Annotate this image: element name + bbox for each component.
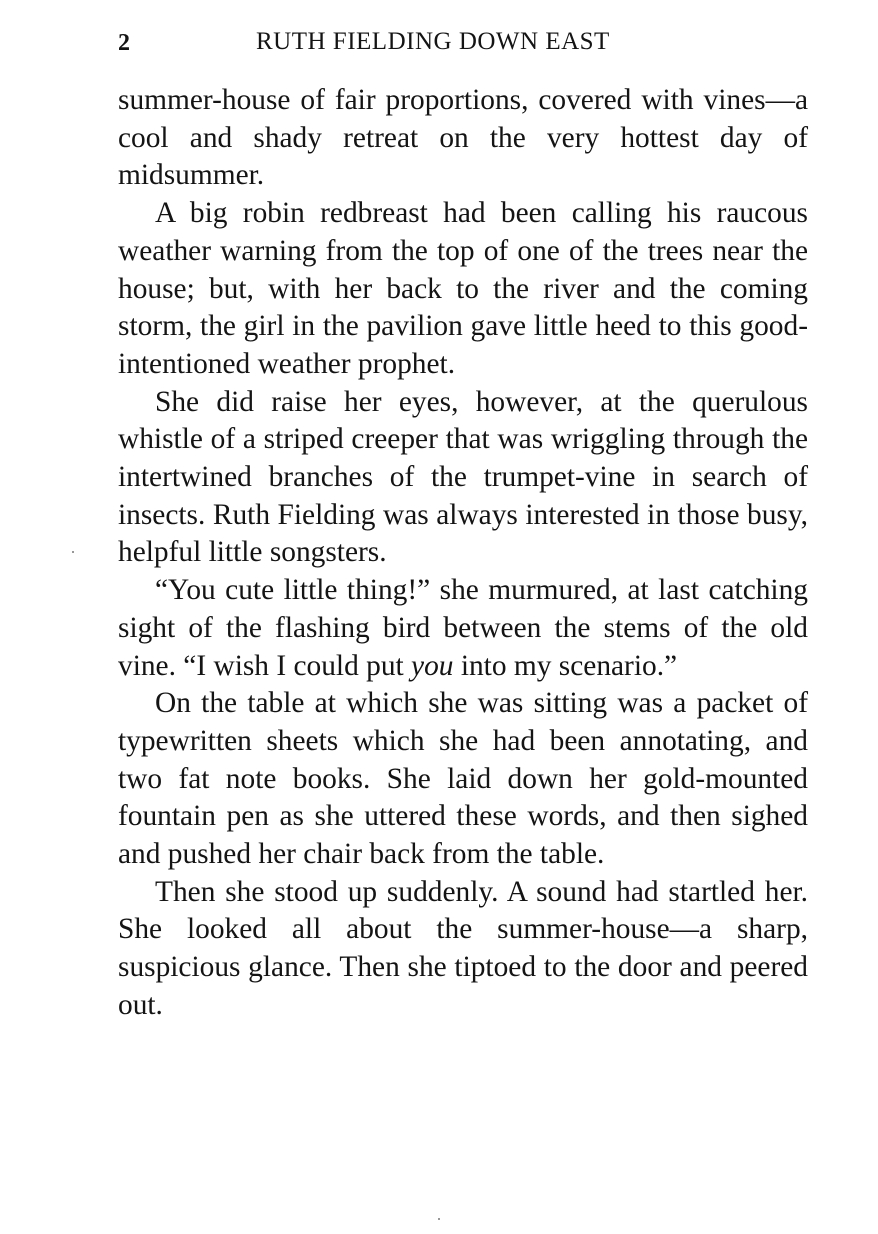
paragraph: A big robin redbreast had been calling his raucous weather warning from the top of one of the trees near the house; but, with her back to the river and the coming storm, the girl in the pavilion gave little heed to this good-intentioned weather prophet. — [118, 197, 808, 380]
paragraph-text: into my scenario.” — [453, 649, 678, 682]
paragraph: Then she stood up suddenly. A sound had startled her. She looked all about the summer-house—a sharp, suspicious glance. Then she tiptoed to the door and peered out. — [118, 875, 808, 1021]
paragraph — [118, 572, 808, 685]
paragraph: summer-house of fair proportions, covered with vines—a cool and shady retreat on the very hottest day of midsummer. — [118, 84, 808, 192]
running-head — [116, 28, 810, 60]
emphasized-word: you — [411, 649, 454, 682]
paragraph: She did raise her eyes, however, at the querulous whistle of a striped creeper that was wriggling through the intertwined branches of the trumpet-vine in search of insects. Ruth Fielding was always interested in those busy, helpful little songsters. — [118, 385, 808, 569]
paragraph-text: “You cute little thing!” she murmured, at last catching sight of the flashing bird between the stems of the old vine. “I wish I could put — [118, 574, 808, 682]
book-title: RUTH FIELDING DOWN EAST — [256, 28, 610, 55]
paragraph: On the table at which she was sitting was a packet of typewritten sheets which she had been annotating, and two fat note books. She laid down her gold-mounted fountain pen as she uttered these words, and then sighed and pushed her chair back from the table. — [118, 687, 808, 871]
body-text — [118, 82, 808, 1025]
scan-speck — [72, 551, 74, 553]
page-number: 2 — [118, 30, 131, 56]
scan-speck — [438, 1218, 440, 1220]
